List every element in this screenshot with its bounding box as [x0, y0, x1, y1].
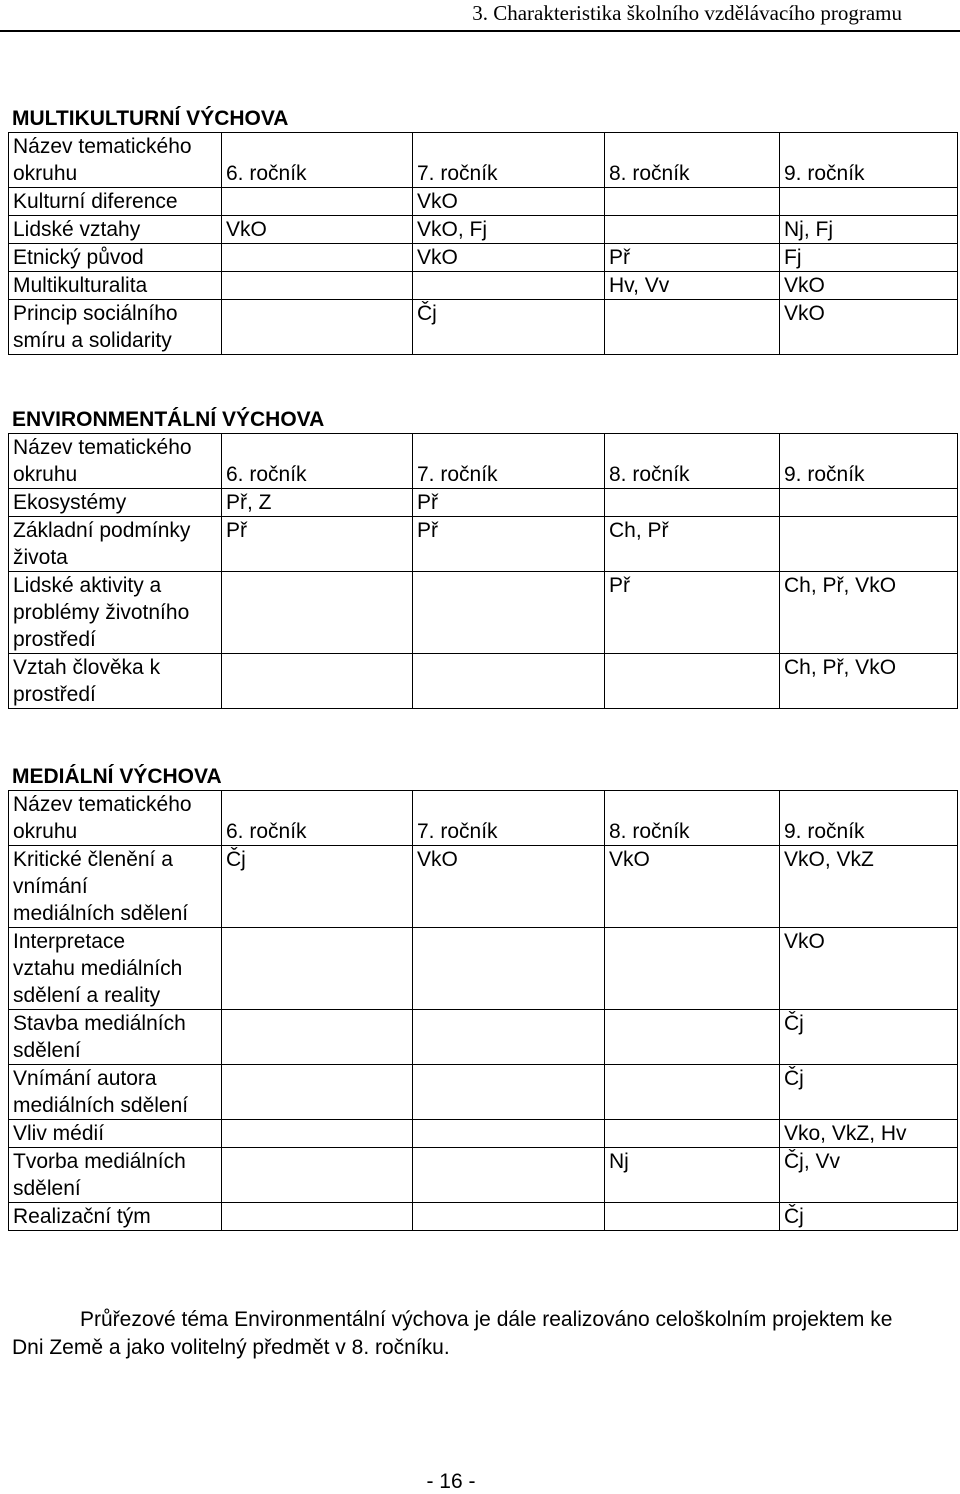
cell-grade-6: Př, Z — [222, 489, 413, 517]
table-row — [9, 244, 958, 272]
cell-grade-6 — [222, 300, 413, 355]
section-media — [8, 763, 958, 1231]
cell-grade-6 — [222, 244, 413, 272]
row-topic: Lidské aktivity a problémy životního prostředí — [9, 572, 222, 654]
cell-grade-8 — [605, 654, 780, 709]
cell-grade-9: VkO — [780, 928, 958, 1010]
header-grade-8: 8. ročník — [605, 434, 780, 489]
table-row — [9, 654, 958, 709]
cell-grade-9: Čj — [780, 1010, 958, 1065]
table-row — [9, 572, 958, 654]
table-header-row — [9, 791, 958, 846]
row-topic: Základní podmínky života — [9, 517, 222, 572]
cell-grade-9: Čj, Vv — [780, 1148, 958, 1203]
cell-grade-8 — [605, 300, 780, 355]
row-topic: Vztah člověka k prostředí — [9, 654, 222, 709]
cell-grade-8: VkO — [605, 846, 780, 928]
section-environmental — [8, 406, 958, 709]
row-topic: Etnický původ — [9, 244, 222, 272]
cell-grade-7 — [413, 272, 605, 300]
cell-grade-9: VkO — [780, 272, 958, 300]
cell-grade-8 — [605, 216, 780, 244]
cell-grade-9: Vko, VkZ, Hv — [780, 1120, 958, 1148]
topic-table — [8, 433, 958, 709]
table-row — [9, 1065, 958, 1120]
cell-grade-6 — [222, 572, 413, 654]
cell-grade-8: Ch, Př — [605, 517, 780, 572]
topic-table — [8, 132, 958, 355]
header-grade-8: 8. ročník — [605, 133, 780, 188]
cell-grade-7: VkO — [413, 846, 605, 928]
row-topic: Tvorba mediálních sdělení — [9, 1148, 222, 1203]
header-grade-9: 9. ročník — [780, 434, 958, 489]
header-topic: Název tematického okruhu — [9, 133, 222, 188]
table-row — [9, 517, 958, 572]
row-topic: Interpretace vztahu mediálních sdělení a reality — [9, 928, 222, 1010]
cell-grade-6 — [222, 1203, 413, 1231]
cell-grade-7: VkO, Fj — [413, 216, 605, 244]
row-topic: Vliv médií — [9, 1120, 222, 1148]
cell-grade-8 — [605, 188, 780, 216]
header-topic: Název tematického okruhu — [9, 791, 222, 846]
cell-grade-6: Čj — [222, 846, 413, 928]
cell-grade-9 — [780, 188, 958, 216]
cell-grade-8: Nj — [605, 1148, 780, 1203]
table-row — [9, 846, 958, 928]
row-topic: Ekosystémy — [9, 489, 222, 517]
cell-grade-7: VkO — [413, 188, 605, 216]
cell-grade-6 — [222, 1065, 413, 1120]
cell-grade-7 — [413, 1148, 605, 1203]
table-header-row — [9, 133, 958, 188]
cell-grade-8 — [605, 1065, 780, 1120]
table-row — [9, 1203, 958, 1231]
cell-grade-8 — [605, 1010, 780, 1065]
row-topic: Princip sociálního smíru a solidarity — [9, 300, 222, 355]
header-rule — [0, 30, 960, 32]
header-topic: Název tematického okruhu — [9, 434, 222, 489]
header-grade-7: 7. ročník — [413, 791, 605, 846]
header-grade-9: 9. ročník — [780, 791, 958, 846]
cell-grade-8 — [605, 489, 780, 517]
table-row — [9, 1120, 958, 1148]
table-row — [9, 1148, 958, 1203]
cell-grade-7 — [413, 572, 605, 654]
cell-grade-7: VkO — [413, 244, 605, 272]
header-grade-6: 6. ročník — [222, 791, 413, 846]
cell-grade-7 — [413, 1203, 605, 1231]
row-topic: Kulturní diference — [9, 188, 222, 216]
section-title: ENVIRONMENTÁLNÍ VÝCHOVA — [12, 408, 325, 431]
cell-grade-6 — [222, 654, 413, 709]
row-topic: Multikulturalita — [9, 272, 222, 300]
cell-grade-9: Čj — [780, 1203, 958, 1231]
cell-grade-6 — [222, 272, 413, 300]
row-topic: Lidské vztahy — [9, 216, 222, 244]
cell-grade-6: VkO — [222, 216, 413, 244]
cell-grade-9: Ch, Př, VkO — [780, 572, 958, 654]
cell-grade-9: Čj — [780, 1065, 958, 1120]
cell-grade-7: Př — [413, 517, 605, 572]
cell-grade-9: VkO, VkZ — [780, 846, 958, 928]
cell-grade-6 — [222, 1010, 413, 1065]
cell-grade-7 — [413, 1120, 605, 1148]
section-title: MULTIKULTURNÍ VÝCHOVA — [12, 107, 289, 130]
header-grade-7: 7. ročník — [413, 434, 605, 489]
table-row — [9, 188, 958, 216]
header-grade-9: 9. ročník — [780, 133, 958, 188]
cell-grade-8: Hv, Vv — [605, 272, 780, 300]
table-row — [9, 300, 958, 355]
row-topic: Realizační tým — [9, 1203, 222, 1231]
table-row — [9, 272, 958, 300]
cell-grade-7 — [413, 1065, 605, 1120]
header-grade-7: 7. ročník — [413, 133, 605, 188]
header-grade-6: 6. ročník — [222, 434, 413, 489]
cell-grade-7 — [413, 654, 605, 709]
cell-grade-9: Fj — [780, 244, 958, 272]
table-row — [9, 216, 958, 244]
row-topic: Kritické členění a vnímání mediálních sdělení — [9, 846, 222, 928]
cell-grade-9: VkO — [780, 300, 958, 355]
table-row — [9, 928, 958, 1010]
table-row — [9, 1010, 958, 1065]
running-header: 3. Charakteristika školního vzdělávacího programu — [472, 1, 902, 25]
cell-grade-6: Př — [222, 517, 413, 572]
cell-grade-6 — [222, 1148, 413, 1203]
page-number: - 16 - — [426, 1470, 476, 1493]
cell-grade-6 — [222, 1120, 413, 1148]
cell-grade-6 — [222, 928, 413, 1010]
cell-grade-8 — [605, 1203, 780, 1231]
table-row — [9, 489, 958, 517]
row-topic: Stavba mediálních sdělení — [9, 1010, 222, 1065]
cell-grade-9: Nj, Fj — [780, 216, 958, 244]
section-multicultural — [8, 105, 958, 355]
header-grade-8: 8. ročník — [605, 791, 780, 846]
closing-paragraph: Průřezové téma Environmentální výchova je dále realizováno celoškolním projektem ke Dni Země a jako volitelný předmět v 8. ročníku. — [12, 1308, 893, 1359]
section-title: MEDIÁLNÍ VÝCHOVA — [12, 765, 222, 788]
cell-grade-7 — [413, 1010, 605, 1065]
cell-grade-9 — [780, 517, 958, 572]
cell-grade-8: Př — [605, 572, 780, 654]
cell-grade-7 — [413, 928, 605, 1010]
cell-grade-6 — [222, 188, 413, 216]
cell-grade-9: Ch, Př, VkO — [780, 654, 958, 709]
closing-note — [12, 1306, 912, 1362]
header-grade-6: 6. ročník — [222, 133, 413, 188]
cell-grade-7: Př — [413, 489, 605, 517]
cell-grade-7: Čj — [413, 300, 605, 355]
cell-grade-8 — [605, 1120, 780, 1148]
row-topic: Vnímání autora mediálních sdělení — [9, 1065, 222, 1120]
topic-table — [8, 790, 958, 1231]
cell-grade-8: Př — [605, 244, 780, 272]
table-header-row — [9, 434, 958, 489]
cell-grade-9 — [780, 489, 958, 517]
cell-grade-8 — [605, 928, 780, 1010]
